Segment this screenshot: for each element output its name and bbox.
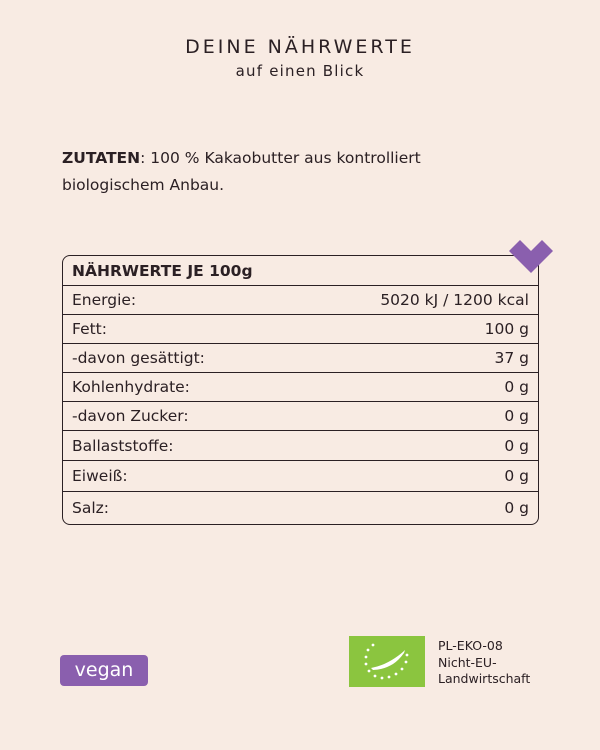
table-row: [63, 492, 538, 523]
table-row: [63, 461, 538, 492]
table-row: [63, 431, 538, 461]
page-subtitle: auf einen Blick: [235, 62, 365, 80]
table-row: [63, 315, 538, 344]
nutrient-name: Energie:: [72, 291, 137, 309]
table-row: [63, 286, 538, 315]
nutrient-value: 0 g: [504, 378, 529, 396]
cert-origin-line2: Landwirtschaft: [438, 671, 531, 686]
vegan-badge: vegan: [60, 655, 148, 686]
table-row: [63, 344, 538, 373]
nutrient-value: 0 g: [504, 467, 529, 485]
cert-origin-line1: Nicht-EU-: [438, 654, 497, 670]
organic-certification: [438, 638, 588, 688]
ingredients-label: ZUTATEN: [62, 149, 141, 167]
nutrient-name: Salz:: [72, 498, 110, 517]
nutrition-heading-label: NÄHRWERTE JE 100g: [72, 261, 253, 280]
nutrient-value: 100 g: [484, 320, 529, 338]
nutrient-name: -davon Zucker:: [72, 407, 189, 425]
nutrient-value: 0 g: [504, 407, 529, 425]
table-row: [63, 402, 538, 431]
nutrient-name: Ballaststoffe:: [72, 436, 174, 455]
ingredients-description: : 100 % Kakaobutter aus kontrolliert biologischem Anbau.: [62, 149, 421, 194]
ingredients-text: [62, 145, 482, 199]
nutrient-value: 0 g: [504, 436, 529, 455]
table-row: [63, 373, 538, 402]
nutrient-name: Eiweiß:: [72, 467, 128, 485]
nutrient-name: Kohlenhydrate:: [72, 378, 190, 396]
cert-code: PL-EKO-08: [438, 638, 503, 653]
nutrient-name: -davon gesättigt:: [72, 349, 205, 367]
eu-organic-leaf-logo-icon: [349, 636, 425, 687]
nutrient-value: 5020 kJ / 1200 kcal: [380, 291, 529, 309]
nutrient-name: Fett:: [72, 320, 107, 338]
page-title: DEINE NÄHRWERTE: [185, 36, 415, 58]
heart-icon: [509, 239, 553, 273]
nutrition-table-heading: [63, 256, 538, 286]
nutrition-table: [62, 255, 539, 525]
nutrient-value: 0 g: [504, 498, 529, 517]
nutrient-value: 37 g: [494, 349, 529, 367]
